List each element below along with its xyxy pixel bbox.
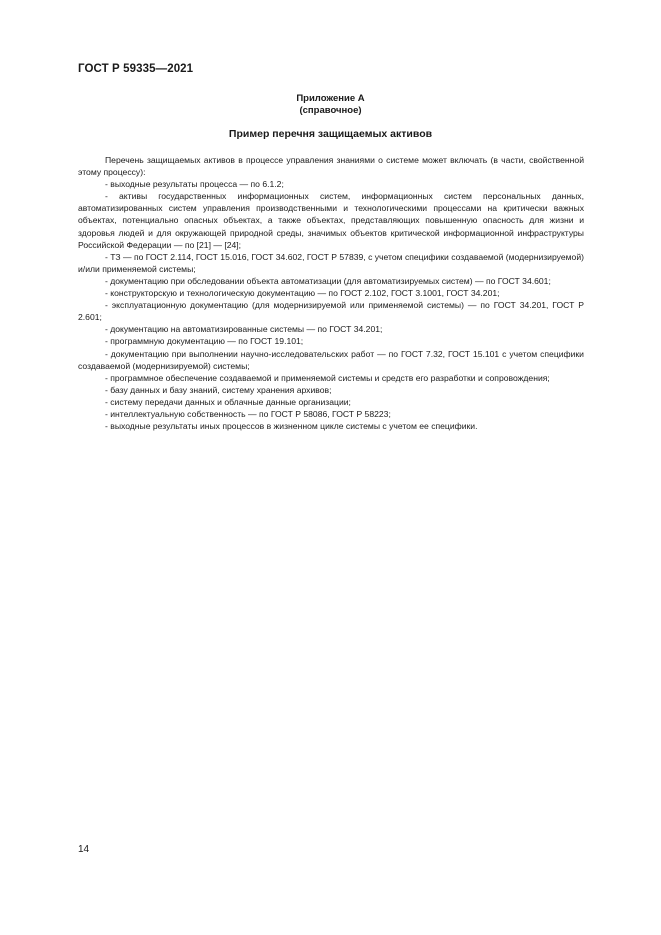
list-item: - документацию при выполнении научно-исследовательских работ — по ГОСТ 7.32, ГОСТ 15.101 с учетом специфики создаваемой (модернизируемой) системы;: [78, 348, 584, 371]
list-item: - интеллектуальную собственность — по ГОСТ Р 58086, ГОСТ Р 58223;: [105, 408, 391, 419]
appendix-subtitle: (справочное): [299, 105, 362, 116]
list-item: - конструкторскую и технологическую документацию — по ГОСТ 2.102, ГОСТ 3.1001, ГОСТ 34.201;: [105, 288, 500, 299]
list-item: - эксплуатационную документацию (для модернизируемой или применяемой системы) — по ГОСТ 34.201, ГОСТ Р 2.601;: [78, 300, 584, 323]
section-title: Пример перечня защищаемых активов: [228, 128, 433, 140]
list-item: - систему передачи данных и облачные данные организации;: [105, 396, 351, 407]
list-item: - документацию на автоматизированные системы — по ГОСТ 34.201;: [105, 324, 383, 335]
appendix-heading: [0, 93, 661, 117]
appendix-title: Приложение А: [296, 93, 365, 104]
page-number: 14: [78, 844, 90, 855]
list-item: - ТЗ — по ГОСТ 2.114, ГОСТ 15.016, ГОСТ 34.602, ГОСТ Р 57839, с учетом специфики создаваемой (модернизируемой) и/или применяемой системы;: [78, 251, 584, 274]
list-item: - базу данных и базу знаний, систему хранения архивов;: [105, 384, 332, 395]
list-item: - программную документацию — по ГОСТ 19.101;: [105, 336, 304, 347]
list-item: - активы государственных информационных систем, информационных систем персональных данных, автоматизированных систем управления производственными и технологическими процессами на критически важных объектах, потенциально опасных объектах, а также объектах, представляющих повышенную опасность для жизни и здоровья людей и для окружающей природной среды, значимых объектов критической информационной инфраструктуры Российской Федерации — по [21] — [24];: [78, 191, 584, 250]
list-item: - выходные результаты процесса — по 6.1.2;: [105, 179, 284, 190]
document-body: [78, 154, 584, 432]
list-item: - документацию при обследовании объекта автоматизации (для автоматизируемых систем) — по ГОСТ 34.601;: [105, 275, 551, 286]
list-item: - программное обеспечение создаваемой и применяемой системы и средств его разработки и сопровождения;: [105, 372, 550, 383]
intro-paragraph: Перечень защищаемых активов в процессе управления знаниями о системе может включать (в части, свойственной этому процессу):: [78, 155, 584, 178]
page-header-standard-id: ГОСТ Р 59335—2021: [78, 63, 194, 75]
list-item: - выходные результаты иных процессов в жизненном цикле системы с учетом ее специфики.: [105, 421, 478, 432]
